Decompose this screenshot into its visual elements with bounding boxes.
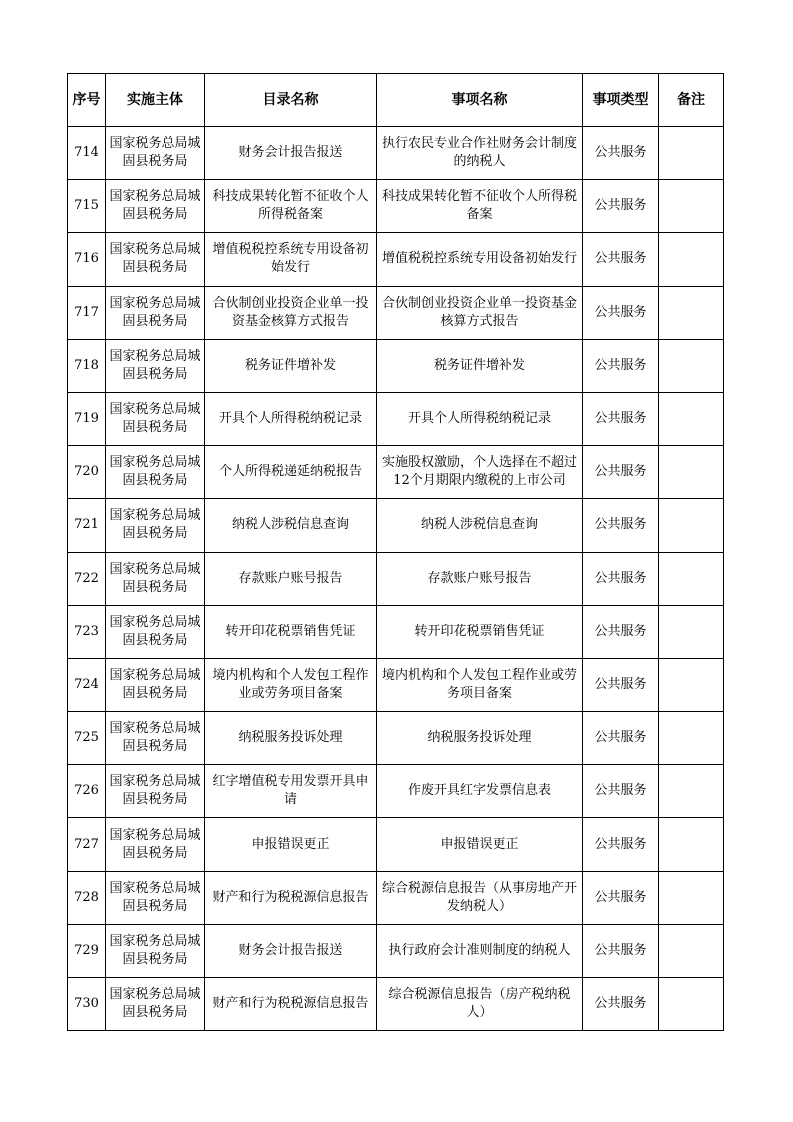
table-row [68, 765, 724, 818]
row-catalog: 财产和行为税税源信息报告 [205, 978, 377, 1031]
row-note [659, 339, 724, 392]
row-note [659, 658, 724, 711]
row-seq: 729 [68, 924, 106, 977]
row-type: 公共服务 [583, 339, 659, 392]
service-items-table [67, 73, 724, 1031]
row-catalog: 转开印花税票销售凭证 [205, 605, 377, 658]
row-item: 执行农民专业合作社财务会计制度的纳税人 [377, 127, 583, 180]
row-seq: 726 [68, 765, 106, 818]
row-seq: 730 [68, 978, 106, 1031]
table-row [68, 712, 724, 765]
table-row [68, 127, 724, 180]
row-catalog: 科技成果转化暂不征收个人所得税备案 [205, 180, 377, 233]
row-org: 国家税务总局城固县税务局 [106, 765, 205, 818]
row-note [659, 871, 724, 924]
table-row [68, 552, 724, 605]
row-seq: 724 [68, 658, 106, 711]
row-note [659, 978, 724, 1031]
row-catalog: 境内机构和个人发包工程作业或劳务项目备案 [205, 658, 377, 711]
row-type: 公共服务 [583, 818, 659, 871]
header-type: 事项类型 [583, 74, 659, 127]
row-type: 公共服务 [583, 286, 659, 339]
table-header-row [68, 74, 724, 127]
row-type: 公共服务 [583, 127, 659, 180]
row-type: 公共服务 [583, 871, 659, 924]
row-type: 公共服务 [583, 605, 659, 658]
row-seq: 714 [68, 127, 106, 180]
row-catalog: 财产和行为税税源信息报告 [205, 871, 377, 924]
row-type: 公共服务 [583, 712, 659, 765]
row-type: 公共服务 [583, 552, 659, 605]
row-org: 国家税务总局城固县税务局 [106, 499, 205, 552]
row-org: 国家税务总局城固县税务局 [106, 127, 205, 180]
row-item: 综合税源信息报告（房产税纳税人） [377, 978, 583, 1031]
row-catalog: 财务会计报告报送 [205, 127, 377, 180]
row-note [659, 392, 724, 445]
row-seq: 728 [68, 871, 106, 924]
table-row [68, 818, 724, 871]
row-note [659, 712, 724, 765]
row-org: 国家税务总局城固县税务局 [106, 712, 205, 765]
row-org: 国家税务总局城固县税务局 [106, 446, 205, 499]
row-note [659, 180, 724, 233]
row-note [659, 605, 724, 658]
row-note [659, 127, 724, 180]
row-type: 公共服务 [583, 392, 659, 445]
row-item: 存款账户账号报告 [377, 552, 583, 605]
table-row [68, 605, 724, 658]
row-catalog: 财务会计报告报送 [205, 924, 377, 977]
row-note [659, 286, 724, 339]
header-note: 备注 [659, 74, 724, 127]
row-seq: 715 [68, 180, 106, 233]
row-catalog: 红字增值税专用发票开具申请 [205, 765, 377, 818]
table-row [68, 286, 724, 339]
row-item: 执行政府会计准则制度的纳税人 [377, 924, 583, 977]
row-catalog: 纳税人涉税信息查询 [205, 499, 377, 552]
row-item: 纳税服务投诉处理 [377, 712, 583, 765]
row-org: 国家税务总局城固县税务局 [106, 180, 205, 233]
row-note [659, 818, 724, 871]
table-row [68, 180, 724, 233]
table-row [68, 658, 724, 711]
row-type: 公共服务 [583, 978, 659, 1031]
table-row [68, 978, 724, 1031]
row-type: 公共服务 [583, 233, 659, 286]
row-org: 国家税务总局城固县税务局 [106, 552, 205, 605]
header-item: 事项名称 [377, 74, 583, 127]
row-seq: 720 [68, 446, 106, 499]
row-org: 国家税务总局城固县税务局 [106, 818, 205, 871]
row-catalog: 纳税服务投诉处理 [205, 712, 377, 765]
row-org: 国家税务总局城固县税务局 [106, 978, 205, 1031]
table-row [68, 924, 724, 977]
table-row [68, 446, 724, 499]
row-item: 纳税人涉税信息查询 [377, 499, 583, 552]
table-row [68, 392, 724, 445]
row-org: 国家税务总局城固县税务局 [106, 392, 205, 445]
row-item: 申报错误更正 [377, 818, 583, 871]
row-catalog: 个人所得税递延纳税报告 [205, 446, 377, 499]
row-seq: 721 [68, 499, 106, 552]
row-item: 作废开具红字发票信息表 [377, 765, 583, 818]
row-type: 公共服务 [583, 446, 659, 499]
row-catalog: 存款账户账号报告 [205, 552, 377, 605]
row-type: 公共服务 [583, 499, 659, 552]
row-catalog: 开具个人所得税纳税记录 [205, 392, 377, 445]
row-org: 国家税务总局城固县税务局 [106, 924, 205, 977]
row-seq: 719 [68, 392, 106, 445]
row-item: 境内机构和个人发包工程作业或劳务项目备案 [377, 658, 583, 711]
row-type: 公共服务 [583, 924, 659, 977]
row-org: 国家税务总局城固县税务局 [106, 286, 205, 339]
row-item: 增值税税控系统专用设备初始发行 [377, 233, 583, 286]
row-org: 国家税务总局城固县税务局 [106, 871, 205, 924]
row-org: 国家税务总局城固县税务局 [106, 233, 205, 286]
row-note [659, 233, 724, 286]
row-catalog: 税务证件增补发 [205, 339, 377, 392]
row-type: 公共服务 [583, 180, 659, 233]
table-row [68, 499, 724, 552]
row-note [659, 552, 724, 605]
row-seq: 722 [68, 552, 106, 605]
row-seq: 718 [68, 339, 106, 392]
row-note [659, 765, 724, 818]
row-catalog: 申报错误更正 [205, 818, 377, 871]
row-item: 实施股权激励，个人选择在不超过12个月期限内缴税的上市公司 [377, 446, 583, 499]
row-catalog: 合伙制创业投资企业单一投资基金核算方式报告 [205, 286, 377, 339]
row-org: 国家税务总局城固县税务局 [106, 658, 205, 711]
header-org: 实施主体 [106, 74, 205, 127]
row-org: 国家税务总局城固县税务局 [106, 605, 205, 658]
row-seq: 725 [68, 712, 106, 765]
table-row [68, 233, 724, 286]
row-type: 公共服务 [583, 658, 659, 711]
row-seq: 723 [68, 605, 106, 658]
row-item: 开具个人所得税纳税记录 [377, 392, 583, 445]
table-row [68, 871, 724, 924]
row-item: 科技成果转化暂不征收个人所得税备案 [377, 180, 583, 233]
row-type: 公共服务 [583, 765, 659, 818]
row-seq: 716 [68, 233, 106, 286]
row-item: 综合税源信息报告（从事房地产开发纳税人） [377, 871, 583, 924]
row-org: 国家税务总局城固县税务局 [106, 339, 205, 392]
row-item: 税务证件增补发 [377, 339, 583, 392]
row-note [659, 499, 724, 552]
row-item: 转开印花税票销售凭证 [377, 605, 583, 658]
header-seq: 序号 [68, 74, 106, 127]
row-note [659, 446, 724, 499]
row-seq: 717 [68, 286, 106, 339]
row-note [659, 924, 724, 977]
row-seq: 727 [68, 818, 106, 871]
row-item: 合伙制创业投资企业单一投资基金核算方式报告 [377, 286, 583, 339]
row-catalog: 增值税税控系统专用设备初始发行 [205, 233, 377, 286]
header-catalog: 目录名称 [205, 74, 377, 127]
table-row [68, 339, 724, 392]
